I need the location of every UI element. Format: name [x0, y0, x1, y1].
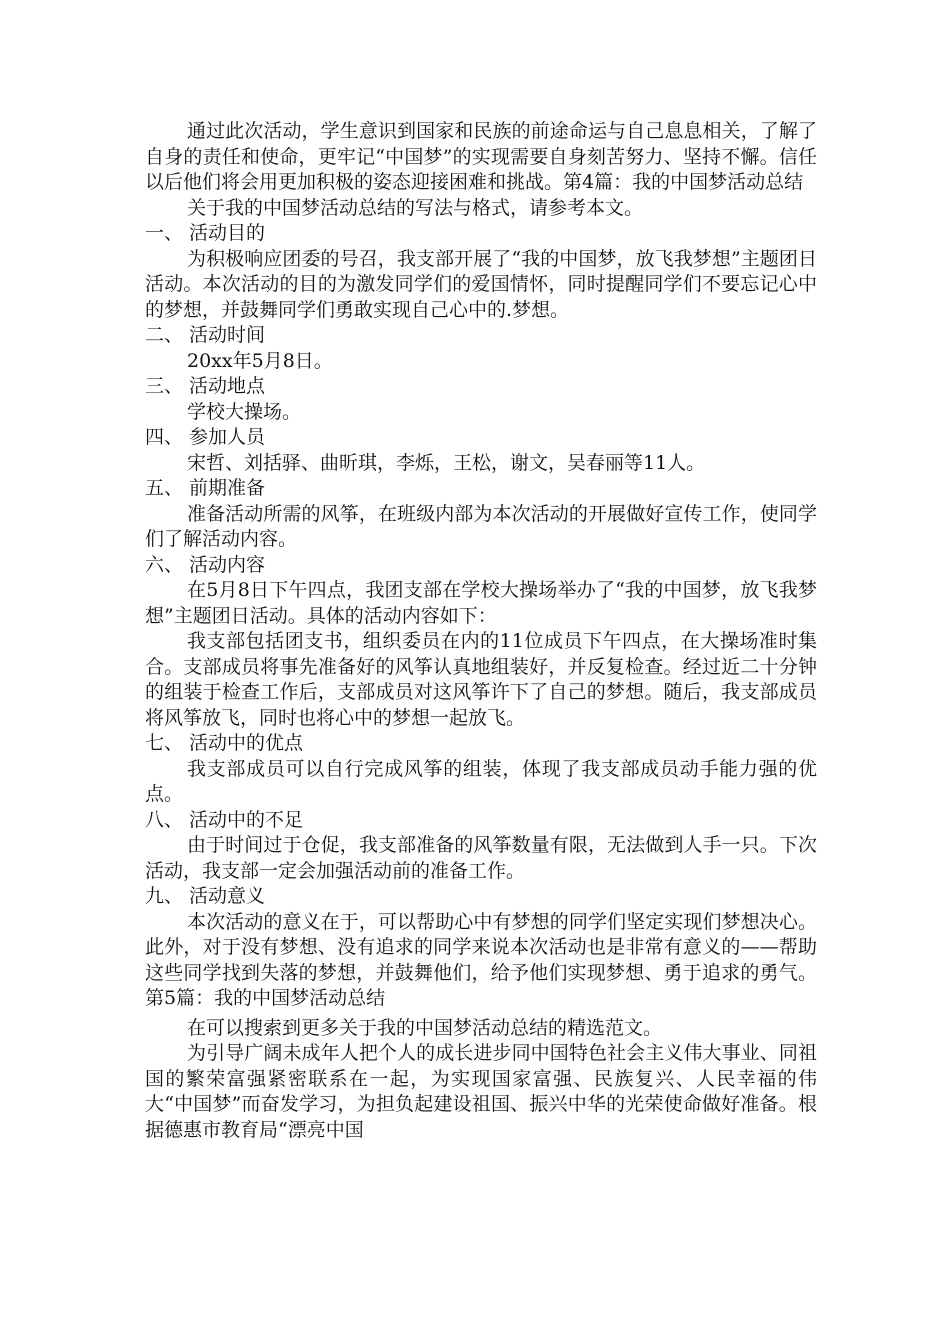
paragraph: 学校大操场。	[187, 400, 302, 423]
section-heading: 五、 前期准备	[145, 477, 266, 499]
section-heading: 一、 活动目的	[145, 222, 266, 244]
section-heading: 八、 活动中的不足	[145, 808, 304, 831]
paragraph: 关于我的中国梦活动总结的写法与格式，请参考本文。	[187, 196, 644, 219]
paragraph: 本次活动的意义在于，可以帮助心中有梦想的同学们坚定实现们梦想决心。此外，对于没有梦想、没有追求的同学来说本次活动也是非常有意义的——帮助这些同学找到失落的梦想，并鼓舞他们，给予他们实现梦想、勇于追求的勇气。第5篇：我的中国梦活动总结	[145, 910, 817, 1009]
section-heading: 七、 活动中的优点	[145, 732, 304, 754]
paragraph: 由于时间过于仓促，我支部准备的风筝数量有限，无法做到人手一只。下次活动，我支部一定会加强活动前的准备工作。	[145, 834, 817, 882]
section-heading: 六、 活动内容	[145, 553, 266, 576]
section-heading: 四、 参加人员	[145, 426, 266, 448]
document-body	[145, 119, 817, 1143]
section-heading: 九、 活动意义	[145, 885, 266, 907]
paragraph: 为引导广阔未成年人把个人的成长进步同中国特色社会主义伟大事业、同祖国的繁荣富强紧密联系在一起，为实现国家富强、民族复兴、人民幸福的伟大“中国梦”而奋发学习，为担负起建设祖国、振兴中华的光荣使命做好准备。根据德惠市教育局“漂亮中国	[145, 1042, 817, 1141]
paragraph: 在5月8日下午四点，我团支部在学校大操场举办了“我的中国梦，放飞我梦想”主题团日活动。具体的活动内容如下：	[145, 579, 817, 627]
paragraph: 我支部包括团支书，组织委员在内的11位成员下午四点，在大操场准时集合。支部成员将事先准备好的风筝认真地组装好，并反复检查。经过近二十分钟的组装于检查工作后，支部成员对这风筝许下了自己的梦想。随后，我支部成员将风筝放飞，同时也将心中的梦想一起放飞。	[145, 630, 817, 729]
paragraph: 我支部成员可以自行完成风筝的组装，体现了我支部成员动手能力强的优点。	[145, 757, 817, 805]
paragraph: 准备活动所需的风筝，在班级内部为本次活动的开展做好宣传工作，使同学们了解活动内容。	[145, 502, 817, 550]
paragraph: 通过此次活动，学生意识到国家和民族的前途命运与自己息息相关，了解了自身的责任和使命，更牢记“中国梦”的实现需要自身刻苦努力、坚持不懈。信任以后他们将会用更加积极的姿态迎接困难和挑战。第4篇：我的中国梦活动总结	[145, 120, 817, 193]
paragraph: 为积极响应团委的号召，我支部开展了“我的中国梦，放飞我梦想”主题团日活动。本次活动的目的为激发同学们的爱国情怀，同时提醒同学们不要忘记心中的梦想，并鼓舞同学们勇敢实现自己心中的.梦想。	[145, 247, 817, 321]
section-heading: 二、 活动时间	[145, 324, 266, 346]
paragraph: 宋哲、刘括驿、曲昕琪，李烁，王松，谢文，吴春丽等11人。	[187, 451, 706, 474]
section-heading: 三、 活动地点	[145, 375, 266, 397]
paragraph: 20xx年5月8日。	[187, 349, 333, 372]
paragraph: 在可以搜索到更多关于我的中国梦活动总结的精选范文。	[187, 1016, 663, 1039]
